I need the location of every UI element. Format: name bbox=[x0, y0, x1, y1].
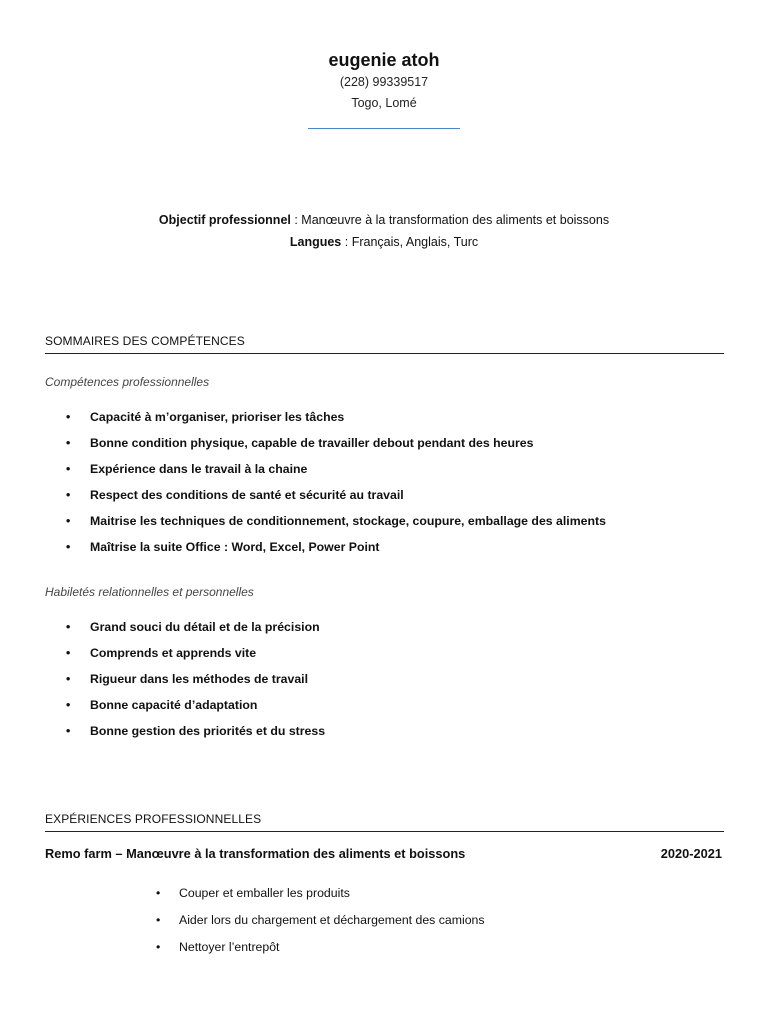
list-item: • Capacité à m’organiser, prioriser les tâches bbox=[66, 404, 606, 430]
bullet: • bbox=[156, 940, 161, 954]
location: Togo, Lomé bbox=[351, 96, 417, 110]
list-item: • Comprends et apprends vite bbox=[66, 640, 325, 666]
bullet: • bbox=[66, 724, 71, 738]
languages-line bbox=[0, 231, 768, 253]
bullet: • bbox=[66, 514, 71, 528]
skills-section-title: SOMMAIRES DES COMPÉTENCES bbox=[45, 334, 724, 354]
bullet: • bbox=[156, 913, 161, 927]
job-dates: 2020-2021 bbox=[660, 846, 722, 861]
bullet: • bbox=[66, 672, 71, 686]
experience-section-title: EXPÉRIENCES PROFESSIONNELLES bbox=[45, 812, 724, 832]
professional-skills-list bbox=[66, 404, 606, 560]
list-item: • Couper et emballer les produits bbox=[156, 880, 485, 907]
languages-separator: : bbox=[341, 235, 352, 249]
bullet: • bbox=[66, 462, 71, 476]
list-item: • Bonne gestion des priorités et du stress bbox=[66, 718, 325, 744]
interpersonal-skills-title: Habiletés relationnelles et personnelles bbox=[45, 585, 254, 599]
job-title: Remo farm – Manœuvre à la transformation des aliments et boissons bbox=[45, 846, 466, 861]
objective-block bbox=[0, 209, 768, 253]
bullet: • bbox=[66, 540, 71, 554]
bullet: • bbox=[66, 436, 71, 450]
bullet: • bbox=[66, 646, 71, 660]
list-item: • Maîtrise la suite Office : Word, Excel, Power Point bbox=[66, 534, 606, 560]
languages-label: Langues bbox=[289, 235, 342, 249]
bullet: • bbox=[66, 488, 71, 502]
list-item: • Bonne capacité d’adaptation bbox=[66, 692, 325, 718]
list-item: • Rigueur dans les méthodes de travail bbox=[66, 666, 325, 692]
bullet: • bbox=[66, 698, 71, 712]
objective-line bbox=[0, 209, 768, 231]
job-tasks-list bbox=[156, 880, 485, 961]
professional-skills-title: Compétences professionnelles bbox=[45, 375, 210, 389]
list-item: • Respect des conditions de santé et sécurité au travail bbox=[66, 482, 606, 508]
list-item: • Maitrise les techniques de conditionnement, stockage, coupure, emballage des aliments bbox=[66, 508, 606, 534]
objective-label: Objectif professionnel bbox=[158, 213, 291, 227]
interpersonal-skills-list bbox=[66, 614, 325, 744]
objective-separator: : bbox=[290, 213, 302, 227]
bullet: • bbox=[66, 410, 71, 424]
bullet: • bbox=[66, 620, 71, 634]
languages-value: Français, Anglais, Turc bbox=[351, 235, 479, 249]
list-item: • Grand souci du détail et de la précision bbox=[66, 614, 325, 640]
list-item: • Expérience dans le travail à la chaine bbox=[66, 456, 606, 482]
resume-header bbox=[0, 48, 768, 129]
list-item: • Bonne condition physique, capable de travailler debout pendant des heures bbox=[66, 430, 606, 456]
list-item: • Aider lors du chargement et déchargement des camions bbox=[156, 907, 485, 934]
bullet: • bbox=[156, 886, 161, 900]
header-divider bbox=[308, 128, 460, 129]
candidate-name: eugenie atoh bbox=[328, 50, 440, 70]
phone-number: (228) 99339517 bbox=[339, 75, 429, 89]
list-item: • Nettoyer l’entrepôt bbox=[156, 934, 485, 961]
objective-value: Manœuvre à la transformation des aliments et boissons bbox=[301, 213, 610, 227]
